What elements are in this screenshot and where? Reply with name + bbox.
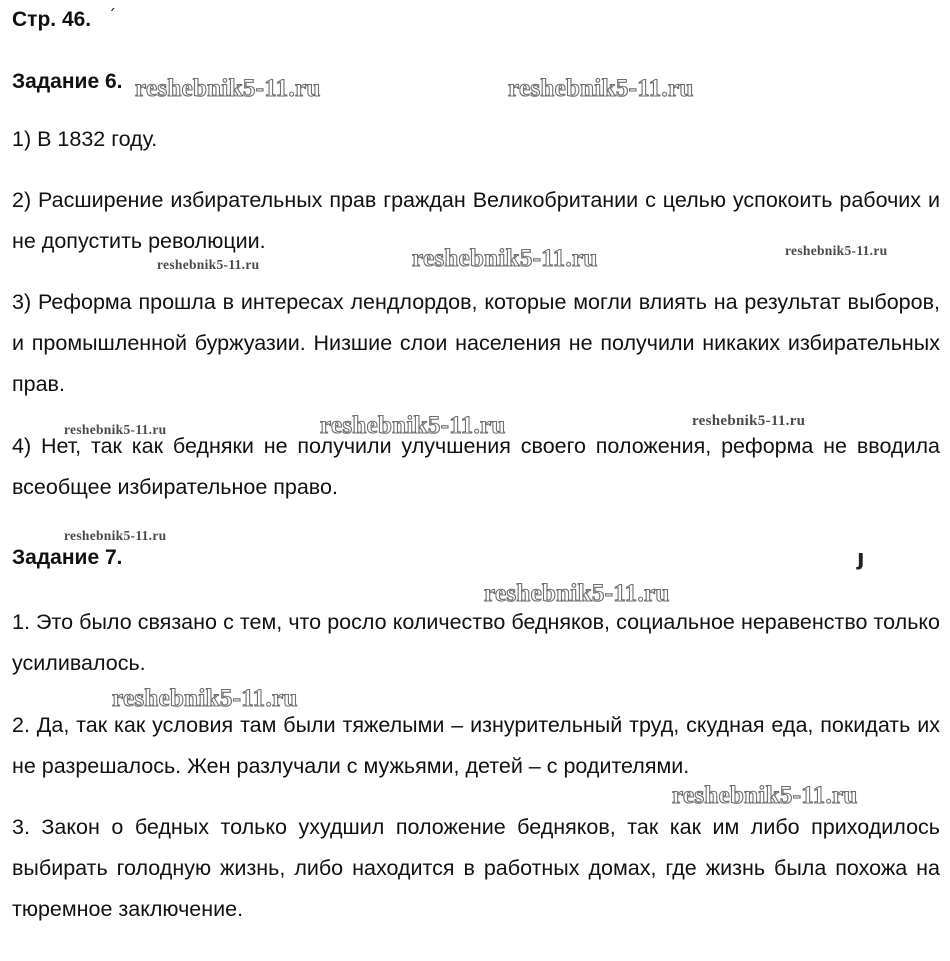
task6-title: Задание 6. (12, 70, 123, 93)
watermark: reshebnik5-11.ru (112, 685, 298, 712)
watermark: reshebnik5-11.ru (157, 257, 260, 272)
task7-answer-1: 1. Это было связано с тем, что росло количество бедняков, социальное неравенство только усиливалось. (12, 610, 940, 675)
watermark: reshebnik5-11.ru (672, 782, 858, 809)
watermark: reshebnik5-11.ru (484, 580, 670, 607)
task6-answer-4: 4) Нет, так как бедняки не получили улучшения своего положения, реформа не вводила всеобщее избирательное право. (12, 434, 940, 499)
watermark: reshebnik5-11.ru (135, 75, 321, 102)
watermark: reshebnik5-11.ru (412, 245, 598, 272)
task6-answer-2: 2) Расширение избирательных прав граждан Великобритании с целью успокоить рабочих и не допустить революции. (12, 188, 940, 253)
task7-answer-2: 2. Да, так как условия там были тяжелыми – изнурительный труд, скудная еда, покидать их не разрешалось. Жен разлучали с мужьями, детей – с родителями. (12, 713, 940, 778)
watermark: reshebnik5-11.ru (785, 243, 888, 258)
task7-title: Задание 7. (12, 546, 123, 569)
task7-answer-3: 3. Закон о бедных только ухудшил положение бедняков, так как им либо приходилось выбирать голодную жизнь, либо находится в работных домах, где жизнь была похожа на тюремное заключение. (12, 815, 940, 921)
page-label: Стр. 46. (12, 8, 92, 31)
watermark: reshebnik5-11.ru (64, 422, 167, 437)
watermark: reshebnik5-11.ru (508, 75, 694, 102)
watermark: reshebnik5-11.ru (320, 412, 506, 439)
watermark: reshebnik5-11.ru (692, 413, 806, 429)
task6-answer-1: 1) В 1832 году. (12, 127, 158, 151)
watermark: reshebnik5-11.ru (64, 528, 167, 543)
pen-mark-icon: ȷ (857, 546, 865, 571)
task6-answer-3: 3) Реформа прошла в интересах лендлордов, которые могли влиять на результат выборов, и промышленной буржуазии. Низшие слои населения не получили никаких избирательных прав. (12, 290, 940, 396)
pen-mark-icon: ˊ (108, 6, 116, 25)
